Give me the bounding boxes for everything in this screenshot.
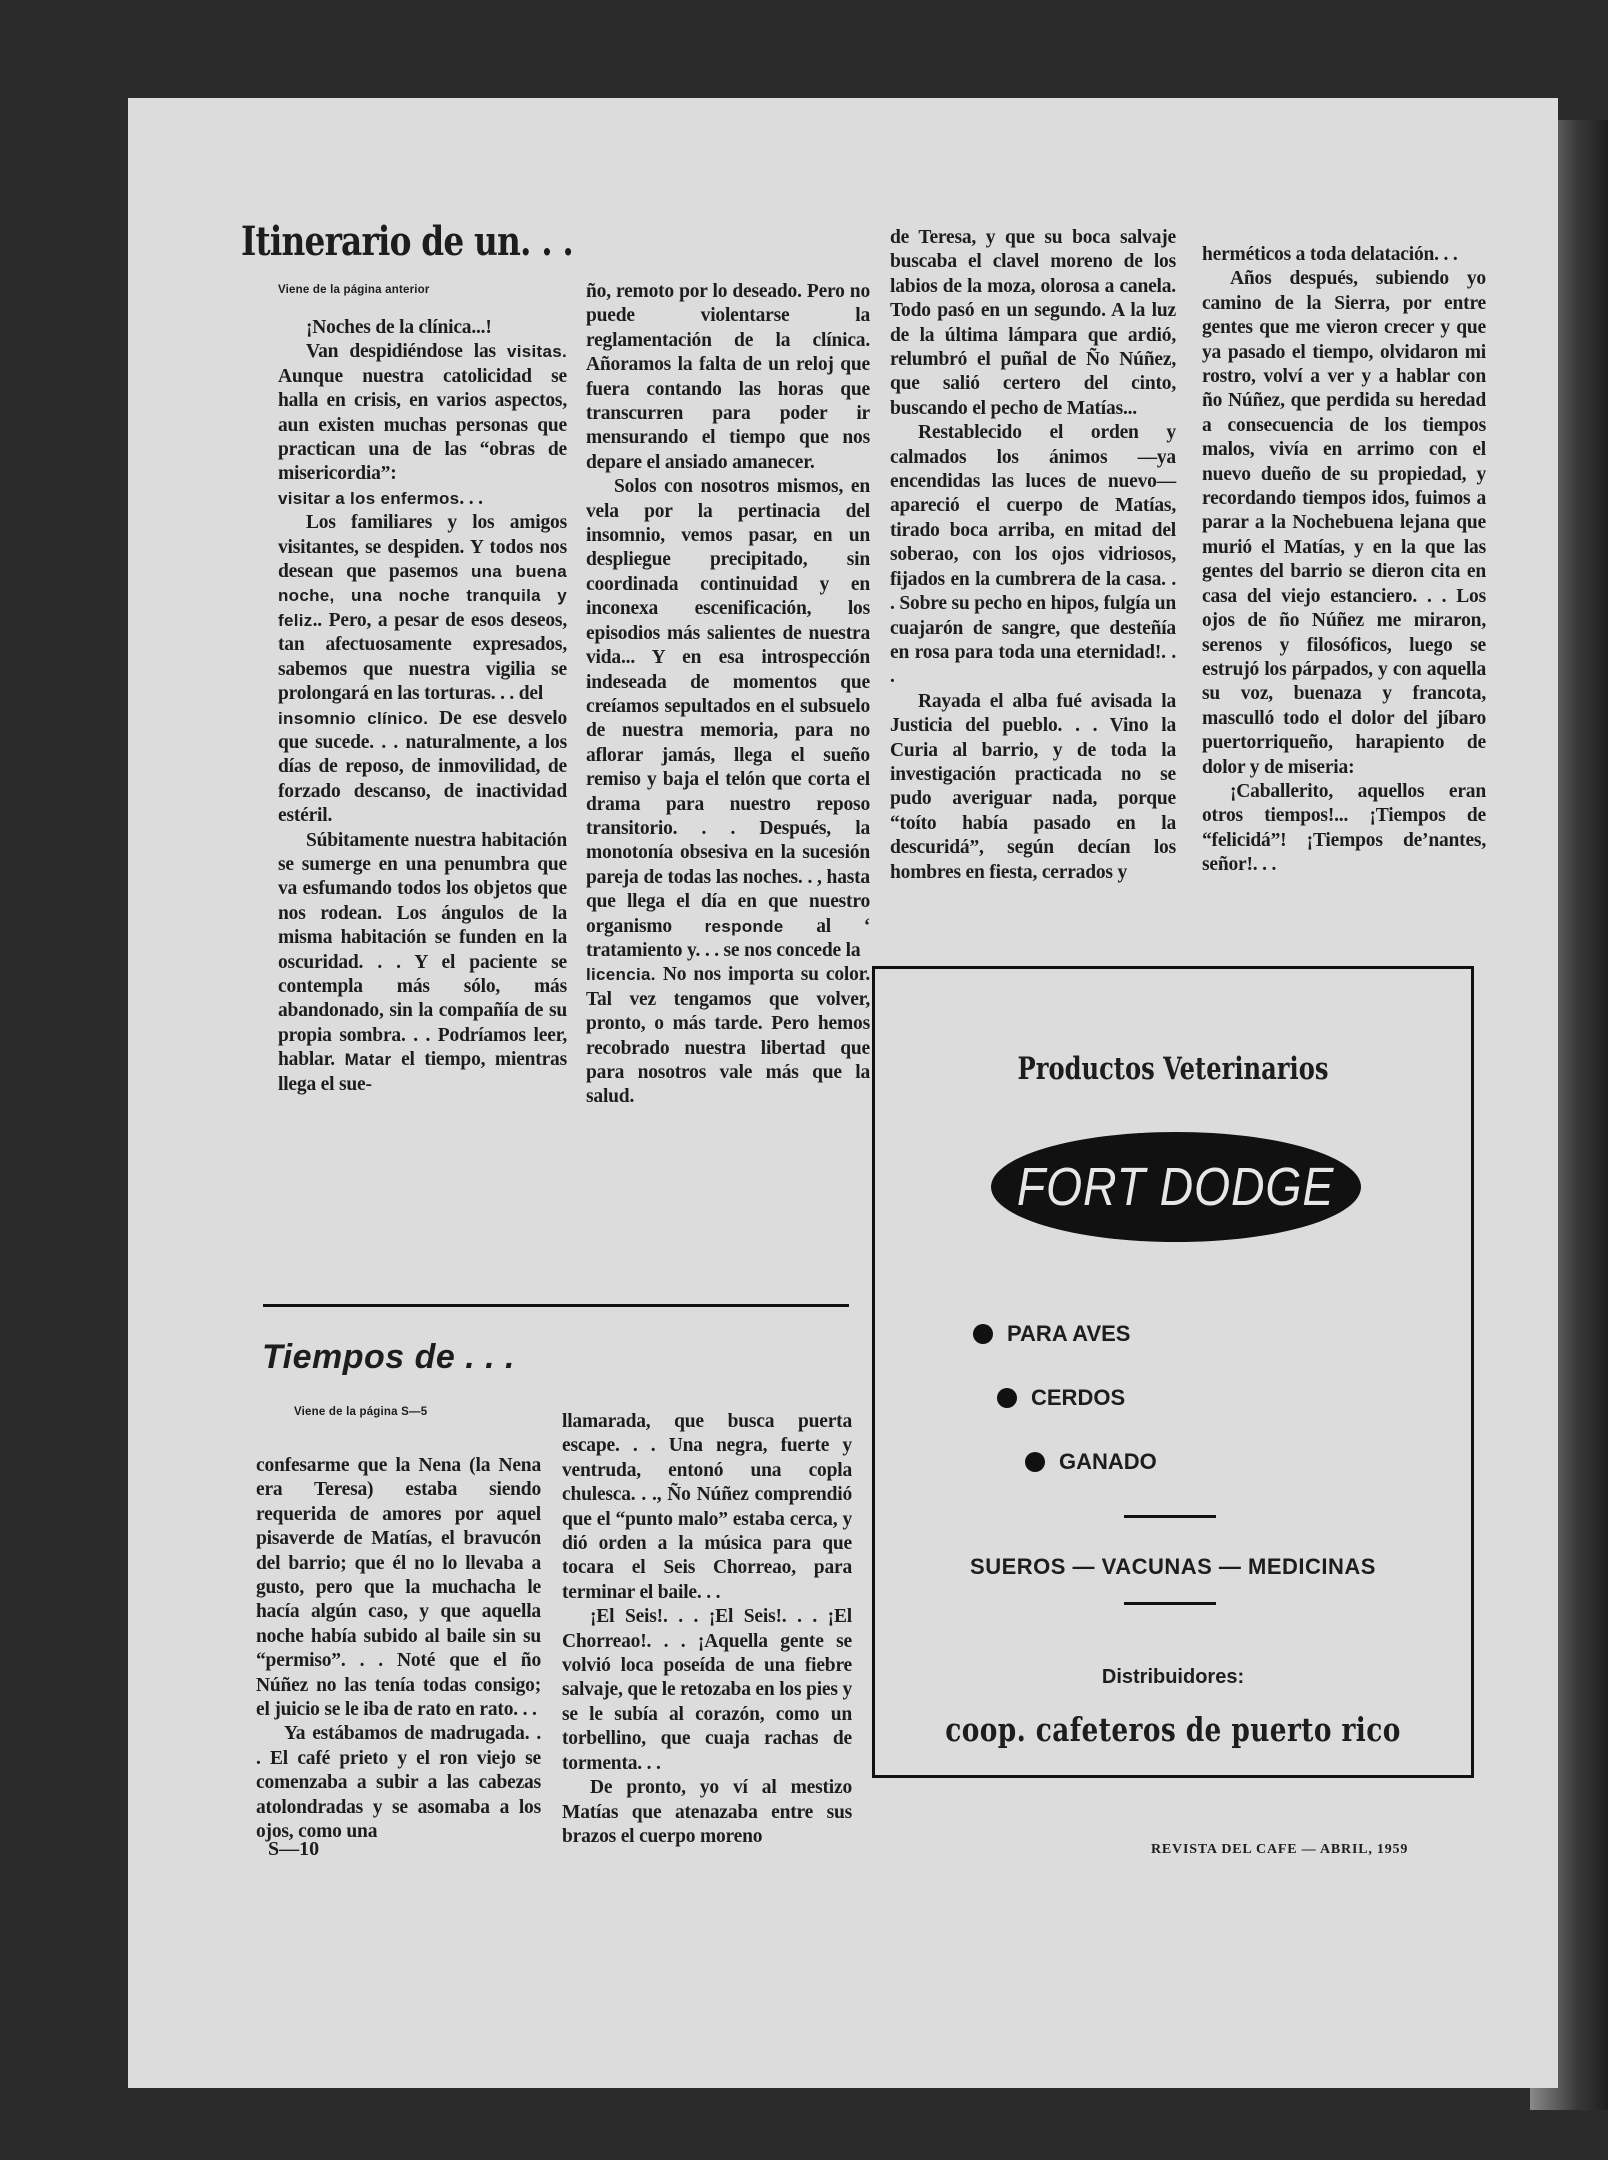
ad-divider [1124,1515,1216,1518]
paragraph: Años después, subiendo yo camino de la Sierra, por entre gentes que me vieron crecer y que ya pasado el tiempo, olvidaron mi rostro, volví a ver y a hablar con ño Núñez, que perdida su heredad a consecuencia de los tiempos malos, vivía en arrimo con el nuevo dueño de su propiedad, y recordando tiempos idos, fuimos a parar a la Nochebuena lejana que murió el Matías, y en la que las gentes del barrio se dieron cita en casa del viejo estanciero. . . Los ojos de ño Núñez me miraron, serenos y filosóficos, luego se estrujó los párpados, y con aquella su voz, buenaza y francota, masculló todo el dolor del jíbaro puertorriqueño, harapiento de dolor y de miseria: [1202,268,1486,778]
paragraph: herméticos a toda delatación. . . [1202,244,1458,265]
paragraph: Van despidiéndose las visitas. Aunque nuestra catolicidad se halla en crisis, en varios aspectos, aun existen muchas personas que practican una de las “obras de misericordia”: [278,341,567,485]
advertisement-box [872,966,1474,1778]
paragraph: de Teresa, y que su boca salvaje buscaba el clavel moreno de los labios de la moza, olorosa a canela. Todo pasó en un segundo. A la luz de la última lámpara que ardió, relumbró el puñal de Ño Núñez, que salió certero del cinto, buscando el pecho de Matías... [890,227,1176,419]
article2-continued: Viene de la página S—5 [294,1406,428,1418]
article1-title: Itinerario de un. . . [241,218,574,265]
paragraph: Rayada el alba fué avisada la Justicia del pueblo. . . Vino la Curia al barrio, y de toda la investigación practicada no se pudo averiguar nada, porque “toíto había pasado en la descuridá”, según decían los hombres en fiesta, cerrados y [890,690,1176,883]
paragraph: llamarada, que busca puerta escape. . . Una negra, fuerte y ventruda, entonó una copla chulesca. . ., Ño Núñez comprendió que el “punto malo” estaba cerca, y dió orden a la música para que tocara el Seis Chorreao, para terminar el baile. . . [562,1411,852,1603]
bullet-icon [1025,1452,1045,1472]
article1-continued: Viene de la página anterior [278,284,430,296]
article1-column-2 [586,280,870,1110]
article1-column-1 [278,316,567,1097]
article2-title: Tiempos de . . . [262,1338,515,1376]
fort-dodge-logo [991,1132,1361,1242]
section-divider [263,1304,849,1307]
paragraph: De pronto, yo ví al mestizo Matías que atenazaba entre sus brazos el cuerpo moreno [562,1777,852,1847]
paragraph: insomnio clínico. De ese desvelo que sucede. . . naturalmente, a los días de reposo, de inmovilidad, de forzado descanso, de inactividad estéril. [278,707,567,827]
bullet-icon [973,1324,993,1344]
paragraph: ¡Caballerito, aquellos eran otros tiempos!... ¡Tiempos de “felicidá”! ¡Tiempos de’nantes, señor!. . . [1202,780,1486,876]
paragraph: licencia. No nos importa su color. Tal vez tengamos que volver, pronto, o más tarde. Pero hemos recobrado nuestra libertad que para nosotros vale más que la salud. [586,964,870,1108]
paragraph: Los familiares y los amigos visitantes, se despiden. Y todos nos desean que pasemos una buena noche, una noche tranquila y feliz.. Pero, a pesar de esos deseos, tan afectuosamente expresados, sabemos que nuestra vigilia se prolongará en las torturas. . . del [278,512,567,705]
paragraph: ño, remoto por lo deseado. Pero no puede violentarse la reglamentación de la clínica. Añoramos la falta de un reloj que fuera contando las horas que transcurren para poder ir mensurando el tiempo que nos depare el ansiado amanecer. [586,281,870,473]
page-number: S—10 [268,1838,320,1860]
article2-column-2 [562,1410,852,1849]
magazine-page [128,98,1558,2088]
article2-column-1 [256,1454,541,1845]
paragraph: visitar a los enfermos. . . [278,487,483,509]
bullet-icon [997,1388,1017,1408]
ad-title: Productos Veterinarios [1017,1051,1329,1087]
ad-item: PARA AVES [973,1321,1130,1347]
ad-divider [1124,1602,1216,1605]
ad-brand: FORT DODGE [1017,1157,1335,1217]
article3-column-4 [1202,243,1486,878]
paragraph: confesarme que la Nena (la Nena era Teresa) estaba siendo requerida de amores por aquel pisaverde de Matías, el bravucón del barrio; que él no lo llevaba a gusto, pero que la muchacha le hacía algún caso, y que aquella noche había subido al baile sin su “permiso”. . . Noté que el ño Núñez no las tenía todas consigo; el juicio se le iba de rato en rato. . . [256,1455,541,1721]
ad-distributors-label: Distribuidores: [1101,1666,1245,1688]
ad-products: SUEROS — VACUNAS — MEDICINAS [970,1554,1376,1579]
article3-column-3 [890,226,1176,885]
ad-item: CERDOS [997,1385,1125,1411]
paragraph: ¡Noches de la clínica...! [306,317,492,338]
ad-item: GANADO [1025,1449,1157,1475]
publication-footer: REVISTA DEL CAFE — ABRIL, 1959 [1151,1842,1409,1857]
paragraph: Restablecido el orden y calmados los ánimos —ya encendidas las luces de nuevo— apareció el cuerpo de Matías, tirado boca arriba, en mitad del soberao, con los ojos vidriosos, fijados en la cumbrera de la casa. . . Sobre su pecho en hipos, fulgía un cuajarón de sangre, que desteñía en rosa para toda una eternidad!. . . [890,422,1176,688]
paragraph: Ya estábamos de madrugada. . . El café prieto y el ron viejo se comenzaba a subir a las cabezas atolondradas y se asomaba a los ojos, como una [256,1723,541,1843]
paragraph: ¡El Seis!. . . ¡El Seis!. . . ¡El Chorreao!. . . ¡Aquella gente se volvió loca poseída de una fiebre salvaje, que le retozaba en los pies y se le subía al corazón, como un torbellino, que cuaja rachas de tormenta. . . [562,1606,852,1774]
ad-distributor: coop. cafeteros de puerto rico [945,1710,1401,1749]
paragraph: Solos con nosotros mismos, en vela por la pertinacia del insomnio, vemos pasar, en un despliegue precipitado, sin coordinada continuidad y en inconexa escenificación, los episodios más salientes de nuestra vida... Y en esa introspección indeseada de momentos que creíamos sepultados en el subsuelo de nuestra memoria, para no aflorar jamás, llega el sueño remiso y baja el telón que corta el drama para nuestro reposo transitorio. . . Después, la monotonía obsesiva en la sucesión pareja de todas las noches. . , hasta que llega el día en que nuestro organismo responde al ‘ tratamiento y. . . se nos concede la [586,476,870,961]
paragraph: Súbitamente nuestra habitación se sumerge en una penumbra que va esfumando todos los objetos que nos rodean. Los ángulos de la misma habitación se funden en la oscuridad. . . Y el paciente se contempla más sólo, más abandonado, sin la compañía de su propia sombra. . . Podríamos leer, hablar. Matar el tiempo, mientras llega el sue- [278,829,567,1095]
